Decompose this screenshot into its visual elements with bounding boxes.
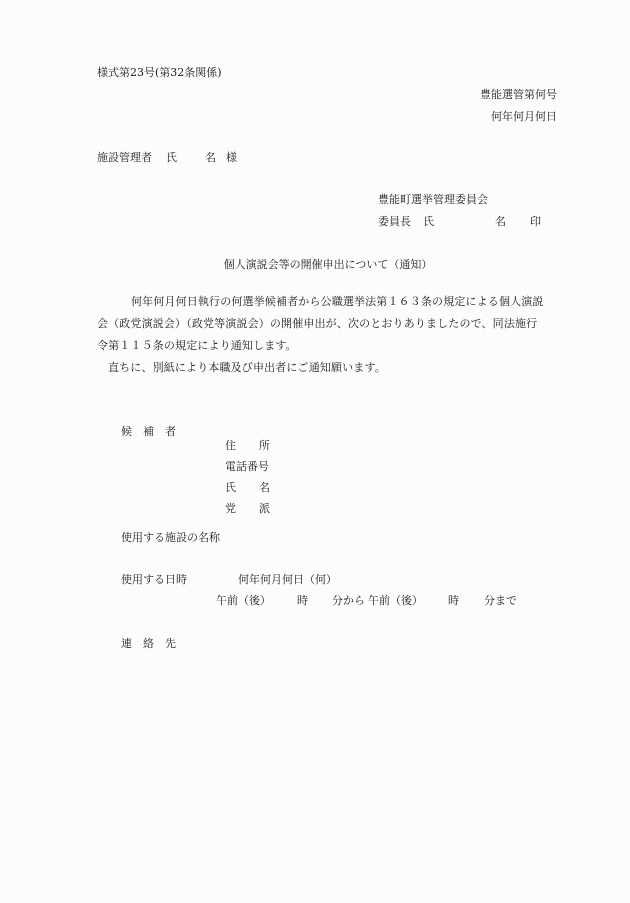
datetime-label: 使用する日時	[121, 573, 187, 586]
addressee-honorific: 様	[226, 151, 237, 164]
start-ampm: 午前（後）	[216, 594, 271, 607]
sender-name-label-1: 氏	[423, 215, 434, 228]
addressee-title: 施設管理者	[97, 151, 152, 164]
end-ampm: 午前（後）	[368, 594, 423, 607]
sender-seal: 印	[530, 215, 541, 228]
start-hour-suffix: 時	[297, 594, 308, 607]
field-label-b: 派	[258, 502, 270, 515]
end-minute-suffix: 分まで	[484, 594, 517, 607]
addressee-name-label-1: 氏	[166, 151, 177, 164]
body-line-3: 令第１１５条の規定により通知します。	[97, 339, 297, 352]
document-date: 何年何月何日	[491, 110, 557, 123]
form-number: 様式第23号(第32条関係)	[97, 66, 222, 79]
facility-label: 使用する施設の名称	[121, 531, 220, 544]
start-minute-suffix: 分から	[332, 594, 365, 607]
datetime-date-value: 何年何月何日（何）	[238, 573, 337, 586]
field-label-b: 所	[258, 439, 270, 452]
field-label-a: 電話番号	[224, 460, 269, 473]
field-label-a: 党	[224, 502, 236, 515]
body-line-4: 直ちに、別紙により本職及び申出者にご通知願います。	[108, 361, 386, 374]
body-line-2: 会（政党演説会）（政党等演説会）の開催申出が、次のとおりありましたので、同法施行	[97, 317, 538, 330]
document-title: 個人演説会等の開催申出について（通知）	[223, 258, 433, 271]
sender-name-label-2: 名	[495, 215, 506, 228]
addressee-name-label-2: 名	[205, 151, 216, 164]
candidate-field-party	[204, 488, 236, 530]
contact-label: 連 絡 先	[121, 637, 176, 650]
field-label-a: 住	[224, 439, 236, 452]
candidate-field-party-b	[238, 488, 270, 530]
sender-position: 委員長	[378, 215, 411, 228]
body-line-1: 何年何月何日執行の何選挙候補者から公職選挙法第１６３条の規定による個人演説	[131, 295, 544, 308]
field-label-a: 氏	[224, 481, 236, 494]
sender-organization: 豊能町選挙管理委員会	[378, 193, 488, 206]
candidate-label: 候 補 者	[121, 425, 176, 438]
reference-number: 豊能選管第何号	[480, 88, 557, 101]
end-hour-suffix: 時	[448, 594, 459, 607]
field-label-b: 名	[258, 481, 270, 494]
